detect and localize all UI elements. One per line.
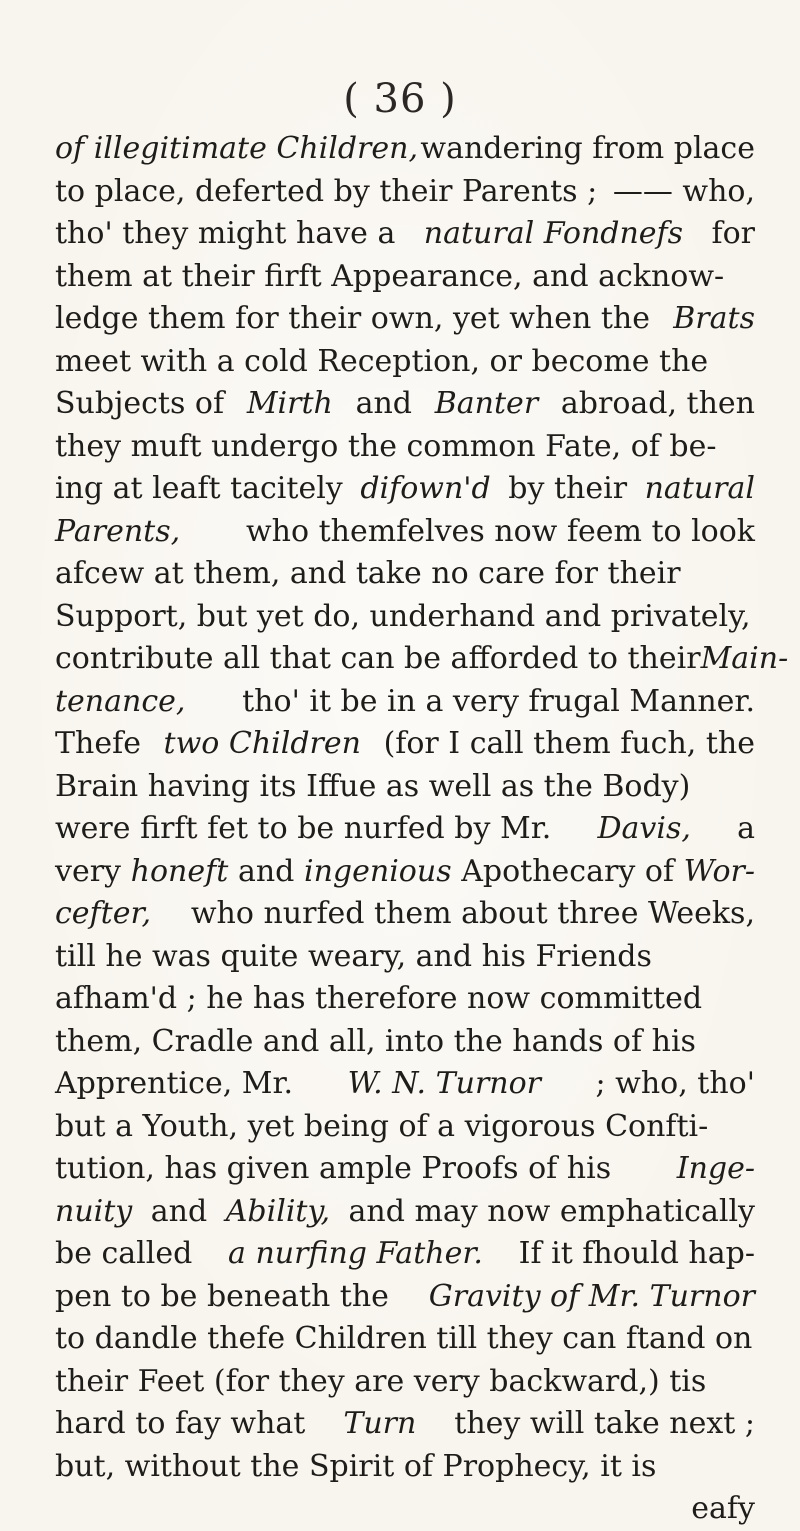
text-fragment: they muft undergo the common Fate, of be-	[55, 428, 717, 464]
text-line	[55, 596, 755, 639]
text-fragment: and	[237, 853, 295, 889]
text-fragment: meet with a cold Reception, or become the	[55, 343, 709, 379]
text-fragment: who nurfed them about three Weeks,	[190, 896, 755, 931]
text-fragment: were firft fet to be nurfed by Mr.	[55, 811, 552, 846]
text-fragment: pen to be beneath the	[55, 1278, 389, 1314]
catchword: eafy	[691, 1491, 755, 1526]
text-line	[55, 1403, 755, 1446]
text-fragment: Wor-	[683, 853, 755, 889]
text-fragment: Mirth	[246, 386, 333, 421]
text-line	[55, 1446, 755, 1489]
text-fragment: their Feet (for they are very backward,) tis	[55, 1363, 707, 1399]
text-fragment: cefter,	[55, 896, 152, 931]
text-line	[55, 1106, 755, 1149]
text-fragment: Inge-	[676, 1151, 755, 1186]
text-fragment: wandering from place	[420, 131, 755, 166]
text-fragment: tution, has given ample Proofs of his	[55, 1151, 612, 1186]
text-line	[55, 341, 755, 384]
text-line	[55, 1233, 755, 1276]
text-fragment: very	[55, 853, 121, 889]
page-number-header: ( 36 )	[343, 76, 457, 122]
text-line	[55, 171, 755, 214]
text-fragment: for	[711, 216, 755, 251]
text-line	[55, 766, 755, 809]
text-line	[55, 1276, 755, 1319]
text-line	[55, 851, 755, 894]
text-fragment: tho' it be in a very frugal Manner.	[242, 683, 755, 719]
text-fragment: Gravity of Mr. Turnor	[428, 1278, 755, 1314]
text-line	[55, 681, 755, 724]
text-fragment: and	[150, 1193, 208, 1229]
text-line	[55, 1063, 755, 1106]
text-fragment: afcew at them, and take no care for their	[55, 556, 681, 591]
text-fragment: to dandle thefe Children till they can ftand on	[55, 1321, 753, 1356]
text-fragment: Ability,	[225, 1193, 330, 1229]
text-line	[55, 936, 755, 979]
text-fragment: ; who, tho'	[595, 1066, 755, 1101]
text-line	[55, 808, 755, 851]
text-fragment: till he was quite weary, and his Friends	[55, 938, 652, 974]
text-fragment: by their	[508, 471, 628, 506]
text-fragment: ing at leaft tacitely	[55, 471, 343, 506]
text-fragment: Davis,	[597, 811, 691, 846]
catchword-line	[55, 1488, 755, 1531]
text-fragment: but a Youth, yet being of a vigorous Confti-	[55, 1108, 709, 1144]
text-fragment: of illegitimate Children,	[55, 131, 418, 166]
text-fragment: If it fhould hap-	[518, 1236, 755, 1271]
text-fragment: Banter	[434, 386, 539, 421]
text-line	[55, 298, 755, 341]
text-fragment: natural Fondnefs	[423, 216, 684, 251]
text-fragment: but, without the Spirit of Prophecy, it is	[55, 1448, 657, 1484]
text-fragment: and	[355, 386, 413, 421]
text-fragment: Brain having its Iffue as well as the Body)	[55, 768, 691, 804]
text-fragment: Apothecary of	[461, 853, 674, 889]
text-fragment: they will take next ;	[454, 1406, 755, 1441]
text-fragment: and may now emphatically	[348, 1193, 755, 1229]
text-fragment: them, Cradle and all, into the hands of his	[55, 1023, 696, 1059]
text-fragment: tho' they might have a	[55, 216, 396, 251]
text-fragment: nuity	[55, 1193, 133, 1229]
text-fragment: who themfelves now feem to look	[245, 513, 755, 549]
text-line	[55, 893, 755, 936]
text-fragment: them at their firft Appearance, and acknow-	[55, 258, 725, 294]
text-line	[55, 723, 755, 766]
text-fragment: W. N. Turnor	[347, 1066, 542, 1101]
text-fragment: Thefe	[55, 726, 141, 761]
text-fragment: (for I call them fuch, the	[383, 726, 755, 761]
text-fragment: Support, but yet do, underhand and privately,	[55, 598, 751, 634]
text-fragment: afham'd ; he has therefore now committed	[55, 981, 703, 1016]
text-fragment: hard to fay what	[55, 1406, 306, 1441]
text-fragment: honeft	[130, 853, 229, 889]
text-fragment: to place, deferted by their Parents ;	[55, 173, 598, 209]
text-line	[55, 1021, 755, 1064]
text-fragment: a	[737, 811, 755, 846]
text-fragment: tenance,	[55, 683, 186, 719]
text-line	[55, 426, 755, 469]
text-line	[55, 1191, 755, 1234]
page-body-text	[55, 128, 789, 1531]
text-line	[55, 468, 755, 511]
text-line	[55, 128, 755, 171]
text-line	[55, 256, 755, 299]
text-fragment: natural	[644, 471, 755, 506]
text-line	[55, 1148, 755, 1191]
text-line	[55, 553, 755, 596]
text-fragment: ledge them for their own, yet when the	[55, 301, 650, 336]
text-line	[55, 383, 755, 426]
text-line	[55, 213, 755, 256]
text-line	[55, 1318, 755, 1361]
text-fragment: ingenious	[304, 853, 452, 889]
text-fragment: two Children	[163, 726, 361, 761]
text-line	[55, 978, 755, 1021]
text-line	[55, 1361, 755, 1404]
text-fragment: Brats	[673, 301, 755, 336]
text-fragment: Main-	[700, 641, 789, 676]
text-line	[55, 511, 755, 554]
text-fragment: be called	[55, 1236, 193, 1271]
text-fragment: difown'd	[360, 471, 491, 506]
text-fragment: Turn	[343, 1406, 417, 1441]
text-fragment: contribute all that can be afforded to their	[55, 641, 701, 676]
text-fragment: a nurfing Father.	[228, 1236, 483, 1271]
text-fragment: Parents,	[55, 513, 181, 549]
text-fragment: abroad, then	[560, 386, 755, 421]
text-fragment: Apprentice, Mr.	[55, 1066, 294, 1101]
text-fragment: —— who,	[612, 173, 755, 209]
text-line	[55, 638, 789, 681]
text-fragment: Subjects of	[55, 386, 225, 421]
